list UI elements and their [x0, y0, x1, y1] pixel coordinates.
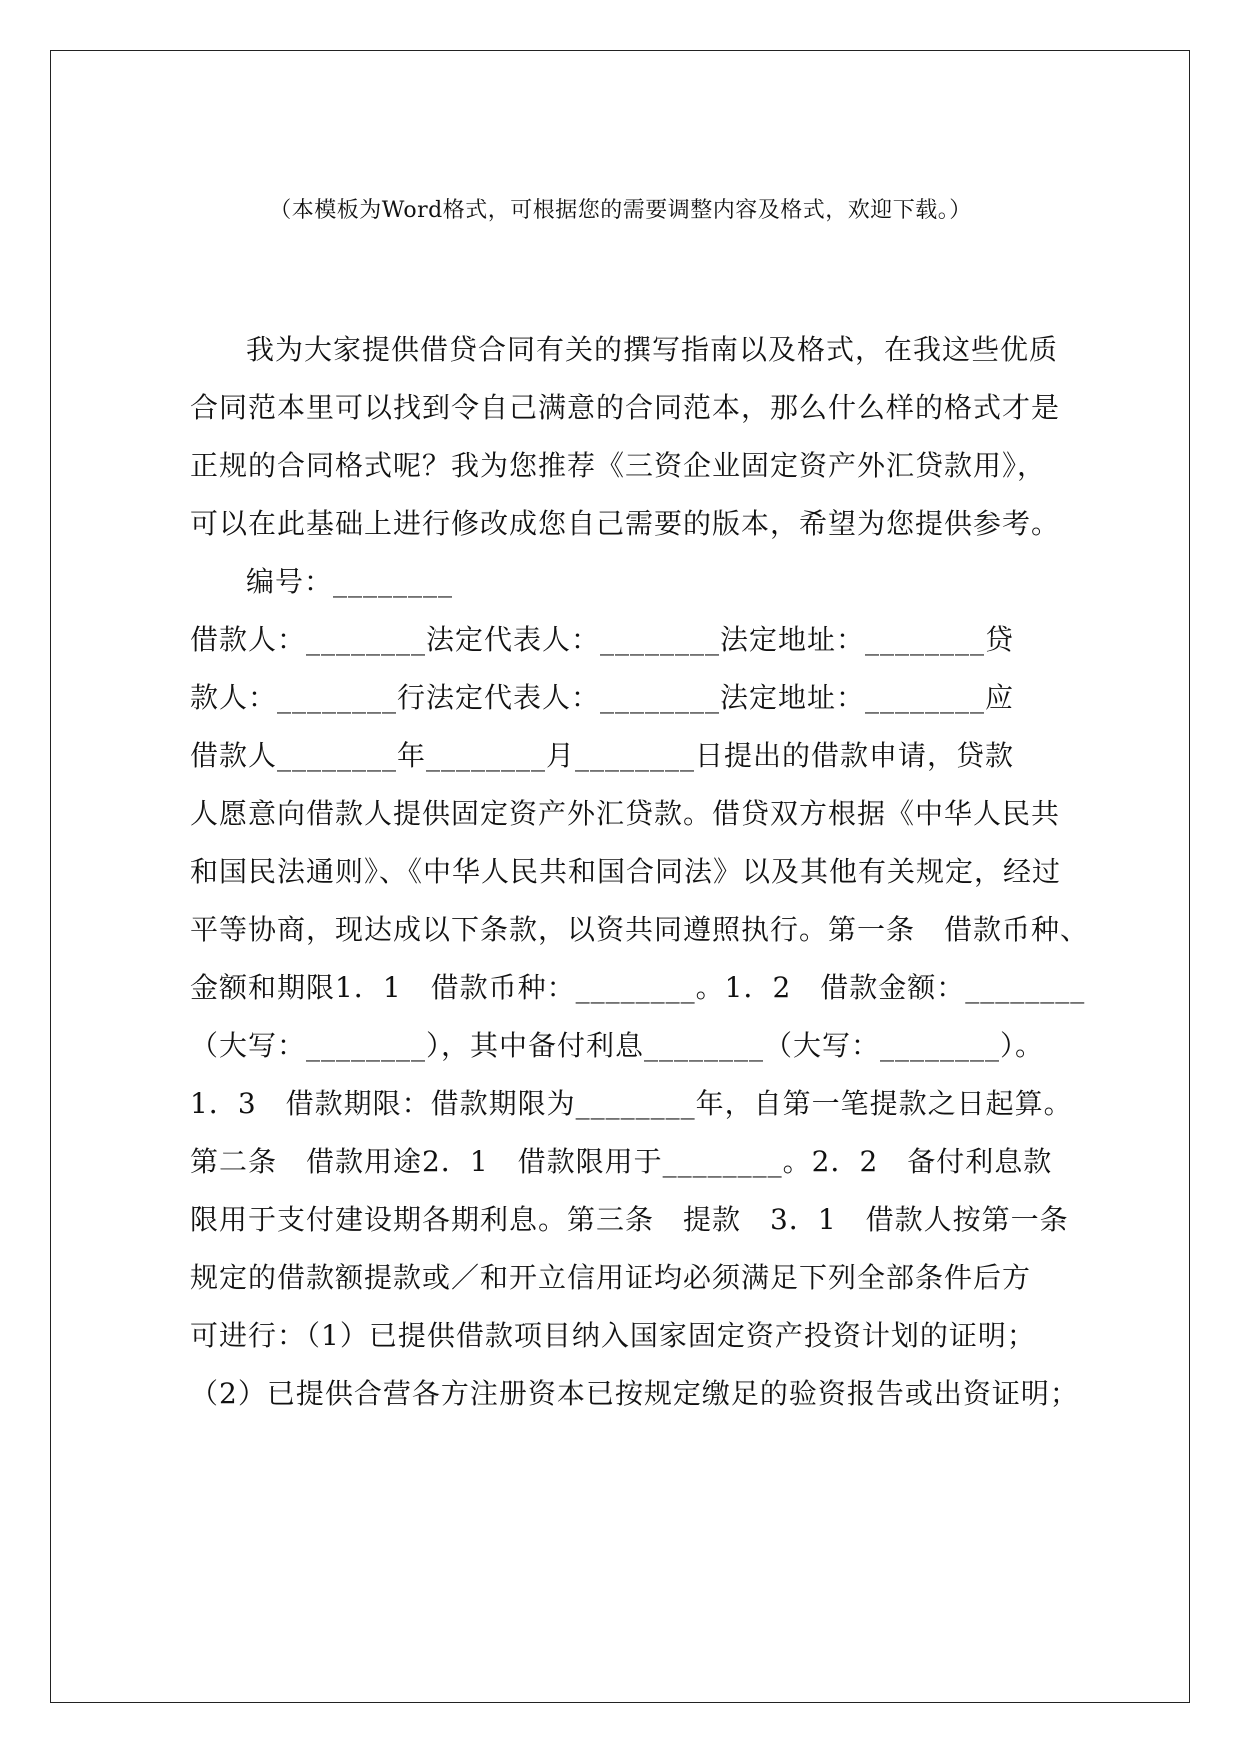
paragraph-line: （大写：________），其中备付利息________（大写：________）。 [190, 1029, 1045, 1062]
paragraph-line: 人愿意向借款人提供固定资产外汇贷款。借贷双方根据《中华人民共 [190, 797, 1061, 830]
contract-number-line: 编号：________ [246, 565, 454, 598]
paragraph-line: 平等协商，现达成以下条款，以资共同遵照执行。第一条 借款币种、 [190, 913, 1090, 946]
paragraph-line: 和国民法通则》、《中华人民共和国合同法》以及其他有关规定，经过 [190, 855, 1062, 888]
paragraph-line: 借款人：________法定代表人：________法定地址：________贷 [190, 623, 1015, 656]
paragraph-line: 限用于支付建设期各期利息。第三条 提款 3．1 借款人按第一条 [190, 1203, 1069, 1236]
paragraph-line: （2）已提供合营各方注册资本已按规定缴足的验资报告或出资证明； [190, 1377, 1079, 1410]
paragraph-line: 规定的借款额提款或／和开立信用证均必须满足下列全部条件后方 [190, 1261, 1032, 1294]
paragraph-line: 款人：________行法定代表人：________法定地址：________应 [190, 681, 1015, 714]
template-note: （本模板为Word格式，可根据您的需要调整内容及格式，欢迎下载。） [269, 198, 972, 223]
paragraph-line: 可以在此基础上进行修改成您自己需要的版本，希望为您提供参考。 [190, 507, 1061, 540]
paragraph-line: 借款人________年________月________日提出的借款申请，贷款 [190, 739, 1015, 772]
paragraph-line: 可进行：（1）已提供借款项目纳入国家固定资产投资计划的证明； [190, 1319, 1036, 1352]
paragraph-line: 1．3 借款期限：借款期限为________年，自第一笔提款之日起算。 [190, 1087, 1073, 1120]
paragraph-line: 第二条 借款用途2．1 借款限用于________。2．2 备付利息款 [190, 1145, 1053, 1178]
paragraph-line: 金额和期限1．1 借款币种：________。1．2 借款金额：________ [190, 971, 1086, 1004]
paragraph-line: 正规的合同格式呢？我为您推荐《三资企业固定资产外汇贷款用》， [190, 449, 1047, 482]
paragraph-line: 合同范本里可以找到令自己满意的合同范本，那么什么样的格式才是 [190, 391, 1061, 424]
paragraph-line: 我为大家提供借贷合同有关的撰写指南以及格式，在我这些优质 [246, 333, 1059, 366]
